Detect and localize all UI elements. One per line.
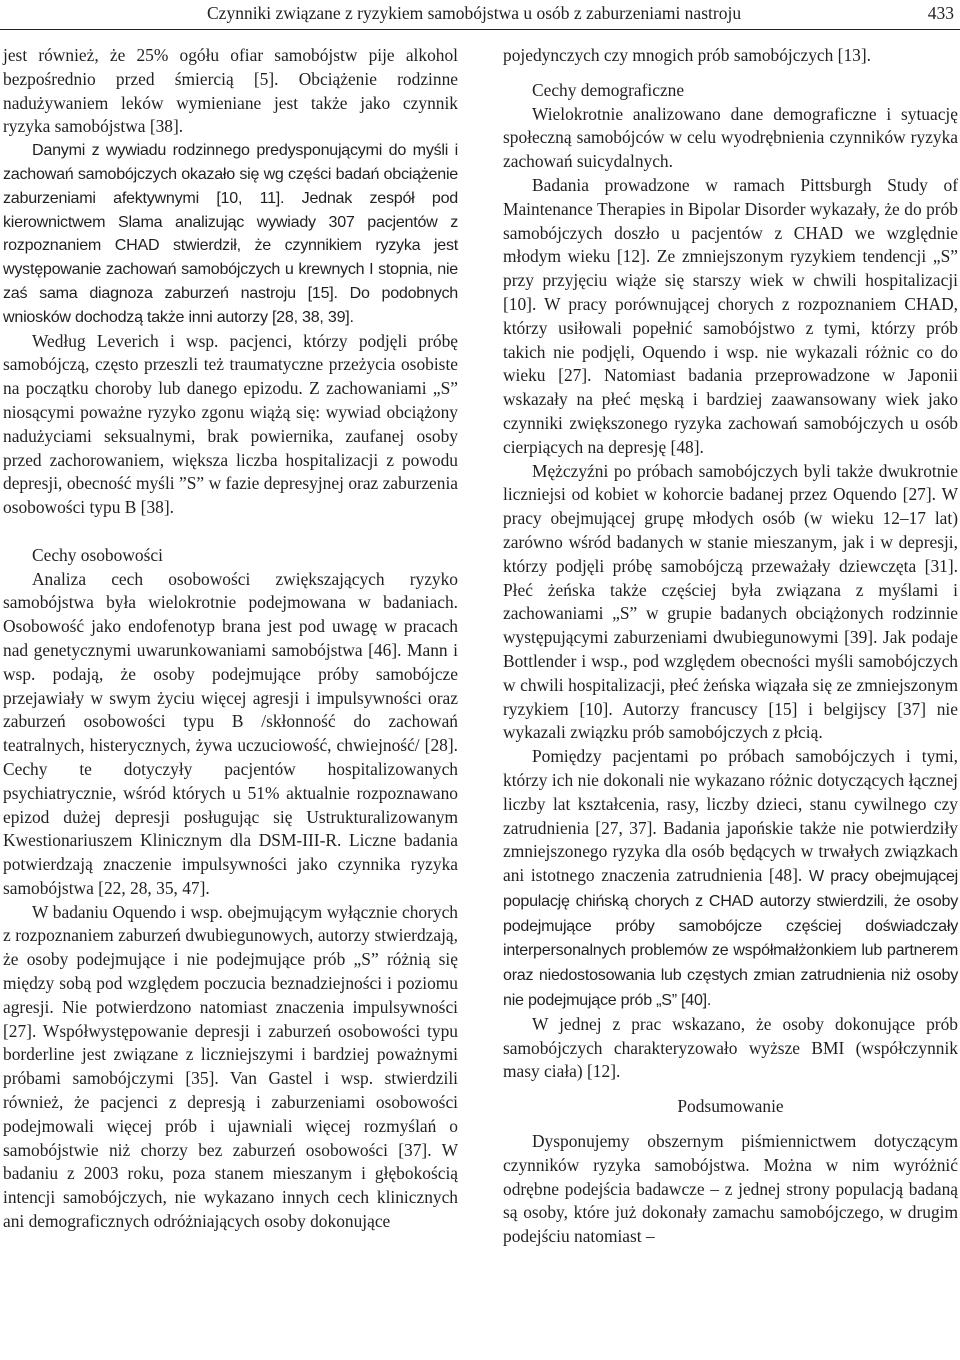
right-column xyxy=(503,44,958,1249)
running-title: Czynniki związane z ryzykiem samobójstwa u osób z zaburzeniami nastroju xyxy=(207,3,742,23)
section-gap xyxy=(503,68,958,79)
paragraph: jest również, że 25% ogółu ofiar samobójstw pije alkohol bezpośrednio przed śmiercią [5]. Obciążenie rodzinne nadużywaniem leków wymieniane jest także jako czynnik ryzyka samobójstwa [38]. xyxy=(3,45,458,137)
paragraph: Badania prowadzone w ramach Pittsburgh Study of Maintenance Therapies in Bipolar Disorder wykazały, że do prób samobójczych doszło u pacjentów z CHAD we względnie młodym wieku [12]. Ze zmniejszonym ryzykiem tendencji „S” przy przyjęciu wiąże się starszy wiek w chwili hospitalizacji [10]. W pracy porównującej chorych z rozpoznaniem CHAD, którzy usiłowali popełnić samobójstwo z tymi, którzy prób takich nie podjęli, Oquendo i wsp. nie wykazali różnic co do wieku [27]. Natomiast badania przeprowadzone w Japonii wskazały na płeć męską i bardziej zaawansowany wiek jako czynniki zwiększonego ryzyka zachowań samobójczych u osób cierpiących na depresję [48]. xyxy=(503,174,958,457)
paragraph xyxy=(503,745,958,1013)
paragraph: Analiza cech osobowości zwiększających ryzyko samobójstwa była wielokrotnie podejmowana w badaniach. Osobowość jako endofenotyp brana jest pod uwagę w pracach nad genetycznymi uwarunkowaniami samobójstwa [46]. Mann i wsp. podają, że osoby podejmujące próby samobójcze przejawiały w swym życiu więcej agresji i impulsywności oraz zaburzeń osobowości typu B /skłonność do zachowań teatralnych, histerycznych, żywa uczuciowość, chwiejność/ [28]. Cechy te dotyczyły pacjentów hospitalizowanych psychiatrycznie, wśród których u 51% aktualnie rozpoznawano epizod dużej depresji posługując się Ustrukturalizowanym Kwestionariuszem Klinicznym dla DSM-III-R. Liczne badania potwierdzają znaczenie impulsywności jako czynnika ryzyka samobójstwa [22, 28, 35, 47]. xyxy=(3,568,458,898)
page-number: 433 xyxy=(927,3,954,23)
paragraph: Według Leverich i wsp. pacjenci, którzy podjęli próbę samobójczą, często przeszli też traumatyczne przeżycia osobiste na początku choroby lub danego epizodu. Z zachowaniami „S” niosącymi poważne ryzyko zgonu wiążą się: wywiad obciążony nadużyciami seksualnymi, brak powiernika, zaufanej osoby przed zachorowaniem, większa liczba hospitalizacji z powodu depresji, obecność myśli ”S” w fazie depresyjnej oraz zaburzenia osobowości typu B [38]. xyxy=(3,330,458,518)
paragraph: W jednej z prac wskazano, że osoby dokonujące prób samobójczych charakteryzowało wyższe BMI (współczynnik masy ciała) [12]. xyxy=(503,1013,958,1082)
paragraph: Wielokrotnie analizowano dane demograficzne i sytuację społeczną samobójców w celu wyodrębnienia czynników ryzyka zachowań suicydalnych. xyxy=(503,103,958,172)
paragraph-text: Pomiędzy pacjentami po próbach samobójczych i tymi, którzy ich nie dokonali nie wykazano różnic dotyczących łącznej liczby lat kształcenia, rasy, liczby dzieci, stanu cywilnego czy zatrudnienia [27, 37]. Badania japońskie także nie potwierdziły zmniejszonego ryzyka dla osób będących w trwałych związkach ani istotnego znaczenia zatrudnienia [48]. xyxy=(503,746,958,886)
section-heading: Cechy demograficzne xyxy=(532,79,685,100)
section-heading: Podsumowanie xyxy=(677,1096,784,1117)
paragraph: W badaniu Oquendo i wsp. obejmującym wyłącznie chorych z rozpoznaniem zaburzeń dwubiegunowych, autorzy stwierdzają, że osoby podejmujące i nie podejmujące prób „S” różnią się między sobą pod względem poczucia beznadziejności i poziomu agresji. Nie potwierdzono natomiast znaczenia impulsywności [27]. Współwystępowanie depresji i zaburzeń osobowości typu borderline jest związane z liczniejszymi i bardziej poważnymi próbami samobójczymi [35]. Van Gastel i wsp. stwierdzili również, że pacjenci z depresją i zaburzeniami osobowości podejmowali więcej prób i ujawniali więcej rozmyślań o samobójstwie niż chorzy bez zaburzeń osobowości [37]. W badaniu z 2003 roku, poza stanem mieszanym i głębokością intencji samobójczych, nie wykazano innych cech klinicznych ani demograficznych odróżniających osoby dokonujące xyxy=(3,901,458,1232)
paragraph-text: Jednak zespół pod kierownictwem Slama analizując wywiady 307 pacjentów z rozpoznaniem CHAD stwierdził, że czynnikiem ryzyka jest występowanie zachowań samobójczych u krewnych I stopnia, nie zaś sama diagnoza zaburzeń nastroju [15]. Do podobnych wniosków dochodzą także inni autorzy [28, 38, 39]. xyxy=(3,188,458,326)
paragraph-text: W pracy obejmującej populację chińską chorych z CHAD autorzy stwierdzili, że osoby podejmujące próby samobójcze częściej doświadczały interpersonalnych problemów ze współmałżonkiem lub partnerem oraz niedostosowania lub częstych zmian zatrudnienia niż osoby nie podejmujące prób „S” [40]. xyxy=(503,867,958,1010)
left-column xyxy=(3,44,458,1234)
paragraph: Mężczyźni po próbach samobójczych byli także dwukrotnie liczniejsi od kobiet w kohorcie badanej przez Oquendo [27]. W pracy obejmującej grupę młodych osób (w wieku 12–17 lat) zarówno wśród badanych w stanie mieszanym, jak i w depresji, którzy podjęli próbę samobójczą przeważały dziewczęta [31]. Płeć żeńska także częściej była związana z myślami i zachowaniami „S” w grupie badanych obciążonych rodzinnie występującymi zaburzeniami dwubiegunowymi [39]. Jak podaje Bottlender i wsp., pod względem obecności myśli samobójczych w chwili hospitalizacji, płeć żeńska wiązała się ze zmniejszonym ryzykiem [10]. Autorzy francuscy [15] i belgijscy [37] nie wykazali związku prób samobójczych z płcią. xyxy=(503,460,958,743)
paragraph: pojedynczych czy mnogich prób samobójczych [13]. xyxy=(503,45,871,65)
paragraph: Dysponujemy obszernym piśmiennictwem dotyczącym czynników ryzyka samobójstwa. Można w nim wyróżnić odrębne podejścia badawcze – z jednej strony populacją badaną są osoby, które już dokonały zamachu samobójczego, w drugim podejściu natomiast – xyxy=(503,1131,958,1247)
section-heading: Cechy osobowości xyxy=(32,544,163,565)
running-header xyxy=(0,0,960,30)
section-gap xyxy=(3,520,458,544)
section-gap xyxy=(503,1119,958,1130)
section-gap xyxy=(503,1084,958,1095)
paragraph-text: Danymi z wywiadu rodzinnego predysponującymi do myśli i zachowań samobójczych okazało się wg części badań obciążenie zaburzeniami afektywnymi [10, 11]. xyxy=(3,141,458,207)
paragraph xyxy=(3,139,458,329)
